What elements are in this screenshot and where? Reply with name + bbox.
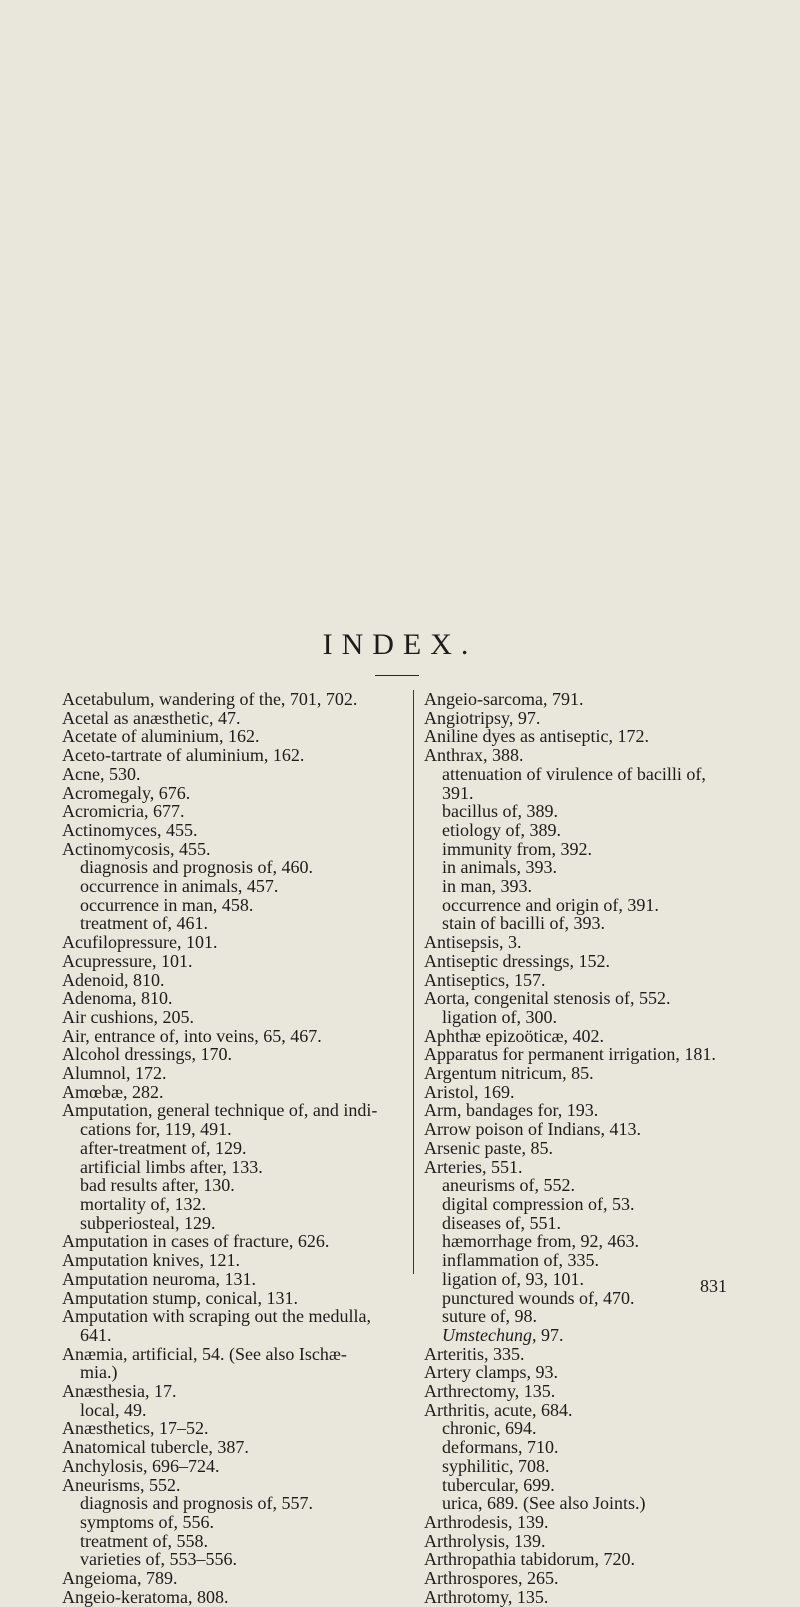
index-entry: Arrow poison of Indians, 413. bbox=[424, 1119, 641, 1140]
index-entry: Antisepsis, 3. bbox=[424, 932, 522, 953]
index-subentry: immunity from, 392. bbox=[442, 838, 592, 859]
index-subentry: diseases of, 551. bbox=[442, 1212, 561, 1233]
index-entry: Arthritis, acute, 684. bbox=[424, 1399, 573, 1420]
index-subentry: tubercular, 699. bbox=[442, 1474, 555, 1495]
index-entry: Angeio-sarcoma, 791. bbox=[424, 689, 584, 709]
index-entry: Angeio-keratoma, 808. bbox=[62, 1586, 229, 1607]
index-entry: Aristol, 169. bbox=[424, 1081, 515, 1102]
page-number: 831 bbox=[700, 1276, 727, 1296]
index-subentry: occurrence and origin of, 391. bbox=[442, 894, 659, 915]
index-entry: Argentum nitricum, 85. bbox=[424, 1063, 594, 1084]
index-entry: Antiseptic dressings, 152. bbox=[424, 950, 610, 971]
index-subentry: occurrence in animals, 457. bbox=[80, 876, 279, 897]
index-subentry: ligation of, 300. bbox=[442, 1006, 557, 1027]
index-subentry: etiology of, 389. bbox=[442, 819, 561, 840]
index-entry: Arthrolysis, 139. bbox=[424, 1530, 546, 1551]
index-entry: Acupressure, 101. bbox=[62, 950, 193, 971]
index-entry: Adenoid, 810. bbox=[62, 969, 165, 990]
index-entry: Anæmia, artificial, 54. (See also Ischæ- bbox=[62, 1343, 347, 1364]
index-entry: Alumnol, 172. bbox=[62, 1063, 167, 1084]
index-subentry: in animals, 393. bbox=[442, 857, 557, 878]
index-entry: Acufilopressure, 101. bbox=[62, 932, 218, 953]
index-entry-continuation: mia.) bbox=[80, 1362, 118, 1383]
index-subentry: diagnosis and prognosis of, 460. bbox=[80, 857, 313, 878]
index-entry-continuation: 391. bbox=[442, 782, 474, 803]
index-entry: Acromicria, 677. bbox=[62, 801, 185, 822]
index-entry: Alcohol dressings, 170. bbox=[62, 1044, 232, 1065]
index-column-left bbox=[62, 689, 378, 1607]
title-rule bbox=[375, 675, 419, 676]
index-entry: Amœbæ, 282. bbox=[62, 1081, 164, 1102]
index-subentry: artificial limbs after, 133. bbox=[80, 1156, 263, 1177]
index-entry: Aniline dyes as antiseptic, 172. bbox=[424, 726, 649, 747]
index-subentry: after-treatment of, 129. bbox=[80, 1137, 247, 1158]
index-subentry: mortality of, 132. bbox=[80, 1193, 206, 1214]
index-entry: Anæsthesia, 17. bbox=[62, 1381, 177, 1402]
index-entry: Arteritis, 335. bbox=[424, 1343, 525, 1364]
index-entry: Aphthæ epizoöticæ, 402. bbox=[424, 1025, 604, 1046]
index-subentry: urica, 689. (See also Joints.) bbox=[442, 1493, 646, 1514]
index-entry: Apparatus for permanent irrigation, 181. bbox=[424, 1044, 716, 1065]
index-subentry: punctured wounds of, 470. bbox=[442, 1287, 635, 1308]
index-entry: Acne, 530. bbox=[62, 763, 141, 784]
index-entry-continuation: cations for, 119, 491. bbox=[80, 1119, 232, 1140]
index-entry: Angiotripsy, 97. bbox=[424, 707, 541, 728]
index-subentry: deformans, 710. bbox=[442, 1437, 559, 1458]
index-entry: Air, entrance of, into veins, 65, 467. bbox=[62, 1025, 322, 1046]
index-subentry: digital compression of, 53. bbox=[442, 1193, 635, 1214]
index-subentry: aneurisms of, 552. bbox=[442, 1175, 575, 1196]
index-subentry: attenuation of virulence of bacilli of, bbox=[442, 763, 706, 784]
index-entry: Anatomical tubercle, 387. bbox=[62, 1437, 249, 1458]
index-entry: Anthrax, 388. bbox=[424, 745, 524, 766]
index-entry: Aorta, congenital stenosis of, 552. bbox=[424, 988, 671, 1009]
index-entry: Amputation in cases of fracture, 626. bbox=[62, 1231, 330, 1252]
index-subentry: treatment of, 558. bbox=[80, 1530, 208, 1551]
index-subentry: in man, 393. bbox=[442, 876, 532, 897]
index-entry: Arthrodesis, 139. bbox=[424, 1511, 549, 1532]
index-subentry: occurrence in man, 458. bbox=[80, 894, 254, 915]
index-subentry: syphilitic, 708. bbox=[442, 1455, 550, 1476]
index-entry: Acetabulum, wandering of the, 701, 702. bbox=[62, 689, 358, 709]
index-column-right bbox=[424, 690, 742, 1606]
index-entry: Acromegaly, 676. bbox=[62, 782, 191, 803]
index-subentry: bad results after, 130. bbox=[80, 1175, 235, 1196]
index-subentry: chronic, 694. bbox=[442, 1418, 537, 1439]
index-entry: Aceto-tartrate of aluminium, 162. bbox=[62, 745, 305, 766]
index-entry: Antiseptics, 157. bbox=[424, 969, 546, 990]
index-entry: Arsenic paste, 85. bbox=[424, 1137, 553, 1158]
index-entry: Amputation stump, conical, 131. bbox=[62, 1287, 298, 1308]
index-entry: Actinomyces, 455. bbox=[62, 819, 198, 840]
index-subentry: inflammation of, 335. bbox=[442, 1250, 599, 1271]
index-subentry: suture of, 98. bbox=[442, 1306, 537, 1327]
index-subentry: Umstechung, 97. bbox=[442, 1324, 564, 1345]
index-entry: Anchylosis, 696–724. bbox=[62, 1455, 220, 1476]
index-subentry: diagnosis and prognosis of, 557. bbox=[80, 1493, 313, 1514]
index-entry: Adenoma, 810. bbox=[62, 988, 173, 1009]
index-subentry: stain of bacilli of, 393. bbox=[442, 913, 605, 934]
index-subentry: local, 49. bbox=[80, 1399, 147, 1420]
index-subentry: hæmorrhage from, 92, 463. bbox=[442, 1231, 639, 1252]
index-entry: Amputation knives, 121. bbox=[62, 1250, 240, 1271]
index-entry: Aneurisms, 552. bbox=[62, 1474, 181, 1495]
index-entry: Arthrectomy, 135. bbox=[424, 1381, 556, 1402]
index-entry: Arthropathia tabidorum, 720. bbox=[424, 1549, 635, 1570]
index-subentry: varieties of, 553–556. bbox=[80, 1549, 237, 1570]
index-entry: Arthrospores, 265. bbox=[424, 1568, 559, 1589]
column-divider bbox=[413, 690, 414, 1274]
index-entry: Actinomycosis, 455. bbox=[62, 838, 211, 859]
index-subentry: treatment of, 461. bbox=[80, 913, 208, 934]
index-subentry: bacillus of, 389. bbox=[442, 801, 558, 822]
index-entry: Arm, bandages for, 193. bbox=[424, 1100, 599, 1121]
index-subentry: subperiosteal, 129. bbox=[80, 1212, 216, 1233]
index-entry: Amputation, general technique of, and indi- bbox=[62, 1100, 378, 1121]
index-entry: Air cushions, 205. bbox=[62, 1006, 194, 1027]
index-entry: Acetal as anæsthetic, 47. bbox=[62, 707, 241, 728]
index-subentry: ligation of, 93, 101. bbox=[442, 1268, 584, 1289]
index-subentry: symptoms of, 556. bbox=[80, 1511, 215, 1532]
page-title: INDEX. bbox=[322, 628, 478, 661]
index-entry: Artery clamps, 93. bbox=[424, 1362, 558, 1383]
index-entry: Amputation with scraping out the medulla, bbox=[62, 1306, 371, 1327]
index-entry: Angeioma, 789. bbox=[62, 1568, 178, 1589]
index-entry: Anæsthetics, 17–52. bbox=[62, 1418, 209, 1439]
index-entry-continuation: 641. bbox=[80, 1324, 112, 1345]
index-entry: Arthrotomy, 135. bbox=[424, 1586, 549, 1607]
index-entry: Amputation neuroma, 131. bbox=[62, 1268, 256, 1289]
index-entry: Acetate of aluminium, 162. bbox=[62, 726, 260, 747]
index-entry: Arteries, 551. bbox=[424, 1156, 523, 1177]
